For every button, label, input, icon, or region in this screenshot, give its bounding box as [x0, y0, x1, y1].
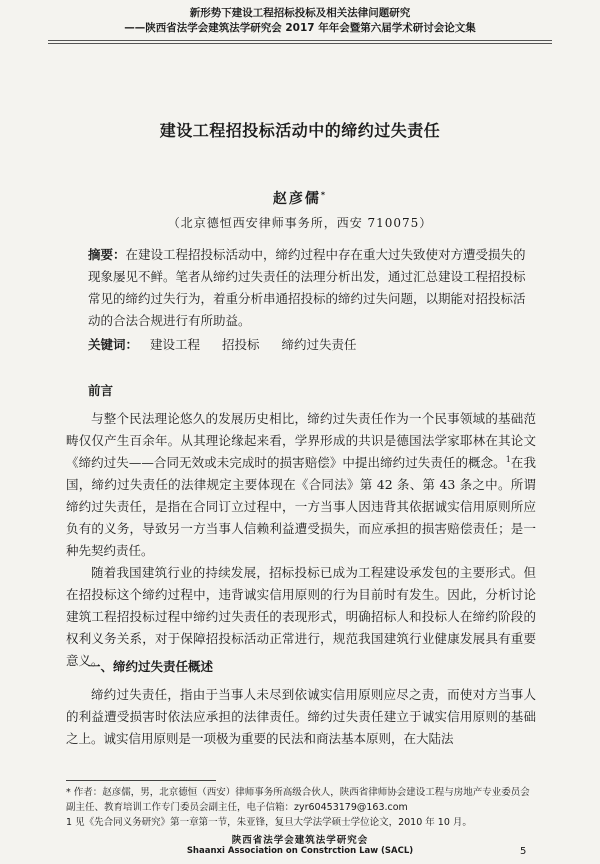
footnotes [66, 785, 536, 830]
page-number: 5 [520, 846, 527, 857]
paragraph-text: 与整个民法理论悠久的发展历史相比，缔约过失责任作为一个民事领域的基础范畴仅仅产生百余年。从其理论缘起来看，学界形成的共识是德国法学家耶林在其论文《缔约过失——合同无效或未完成时的损害赔偿》中提出缔约过失责任的概念。 [66, 411, 536, 470]
keyword-item: 缔约过失责任 [281, 337, 357, 352]
paragraph [66, 408, 536, 562]
abstract [88, 244, 528, 332]
header-rule [48, 40, 552, 41]
section-heading-overview: 一、缔约过失责任概述 [88, 659, 214, 674]
author-affiliation: （北京德恒西安律师事务所，西安 710075） [167, 216, 433, 230]
section-heading-preface: 前言 [88, 383, 114, 398]
keywords [88, 335, 528, 355]
article-title: 建设工程招投标活动中的缔约过失责任 [159, 121, 441, 140]
footnote-author: * 作者：赵彦儒，男，北京德恒（西安）律师事务所高级合伙人，陕西省律师协会建设工程与房地产专业委员会副主任、教育培训工作专门委员会副主任，电子信箱：zyr60453179@163.com [66, 787, 530, 813]
keyword-item: 招投标 [222, 337, 260, 352]
footer-org-cn: 陕西省法学会建筑法学研究会 [231, 835, 369, 846]
section-body-overview [66, 684, 536, 750]
abstract-label: 摘要： [88, 247, 126, 262]
keyword-item: 建设工程 [150, 337, 201, 352]
footnote-1: 1 见《先合同义务研究》第一章第一节，朱亚锋，复旦大学法学硕士学位论文，2010 年 10 月。 [66, 817, 472, 828]
running-head-line2: ——陕西省法学会建筑法学研究会 2017 年年会暨第六届学术研讨会论文集 [124, 22, 476, 34]
footnote-rule [66, 780, 216, 781]
footer-org-en: Shaanxi Association on Constrction Law (SACL) [186, 846, 414, 856]
running-head-line1: 新形势下建设工程招标投标及相关法律问题研究 [189, 7, 411, 19]
keywords-label: 关键词： [88, 337, 139, 352]
footnote-ref: 1 [505, 454, 511, 464]
paragraph-text: 在我国，缔约过失责任的法律规定主要体现在《合同法》第 42 条、第 43 条之中。所谓缔约过失责任，是指在合同订立过程中，一方当事人因违背其依据诚实信用原则所应负有的义务，导致另一方当事人信赖利益遭受损失，而应承担的损害赔偿责任；是一种先契约责任。 [66, 455, 536, 558]
author-line [0, 188, 600, 208]
header-rule-secondary [48, 43, 552, 44]
author-name: 赵彦儒 [272, 191, 321, 207]
paragraph: 缔约过失责任，指由于当事人未尽到依诚实信用原则应尽之责，而使对方当事人的利益遭受损害时依法应承担的法律责任。缔约过失责任建立于诚实信用原则的基础之上。诚实信用原则是一项极为重要的民法和商法基本原则，在大陆法 [66, 687, 536, 746]
paragraph: 随着我国建筑行业的持续发展，招标投标已成为工程建设承发包的主要形式。但在招投标这个缔约过程中，违背诚实信用原则的行为目前时有发生。因此，分析讨论建筑工程招投标过程中缔约过失责任的表现形式，明确招标人和投标人在缔约阶段的权利义务关系，对于保障招投标活动正常进行，规范我国建筑行业健康发展具有重要意义。 [66, 565, 536, 668]
abstract-text: 在建设工程招投标活动中，缔约过程中存在重大过失致使对方遭受损失的现象屡见不鲜。笔者从缔约过失责任的法理分析出发，通过汇总建设工程招投标常见的缔约过失行为，着重分析串通招投标的缔约过失问题，以期能对招投标活动的合法合规进行有所助益。 [88, 247, 526, 328]
author-mark: * [320, 190, 328, 200]
section-body-preface [66, 408, 536, 672]
running-head [0, 6, 600, 36]
